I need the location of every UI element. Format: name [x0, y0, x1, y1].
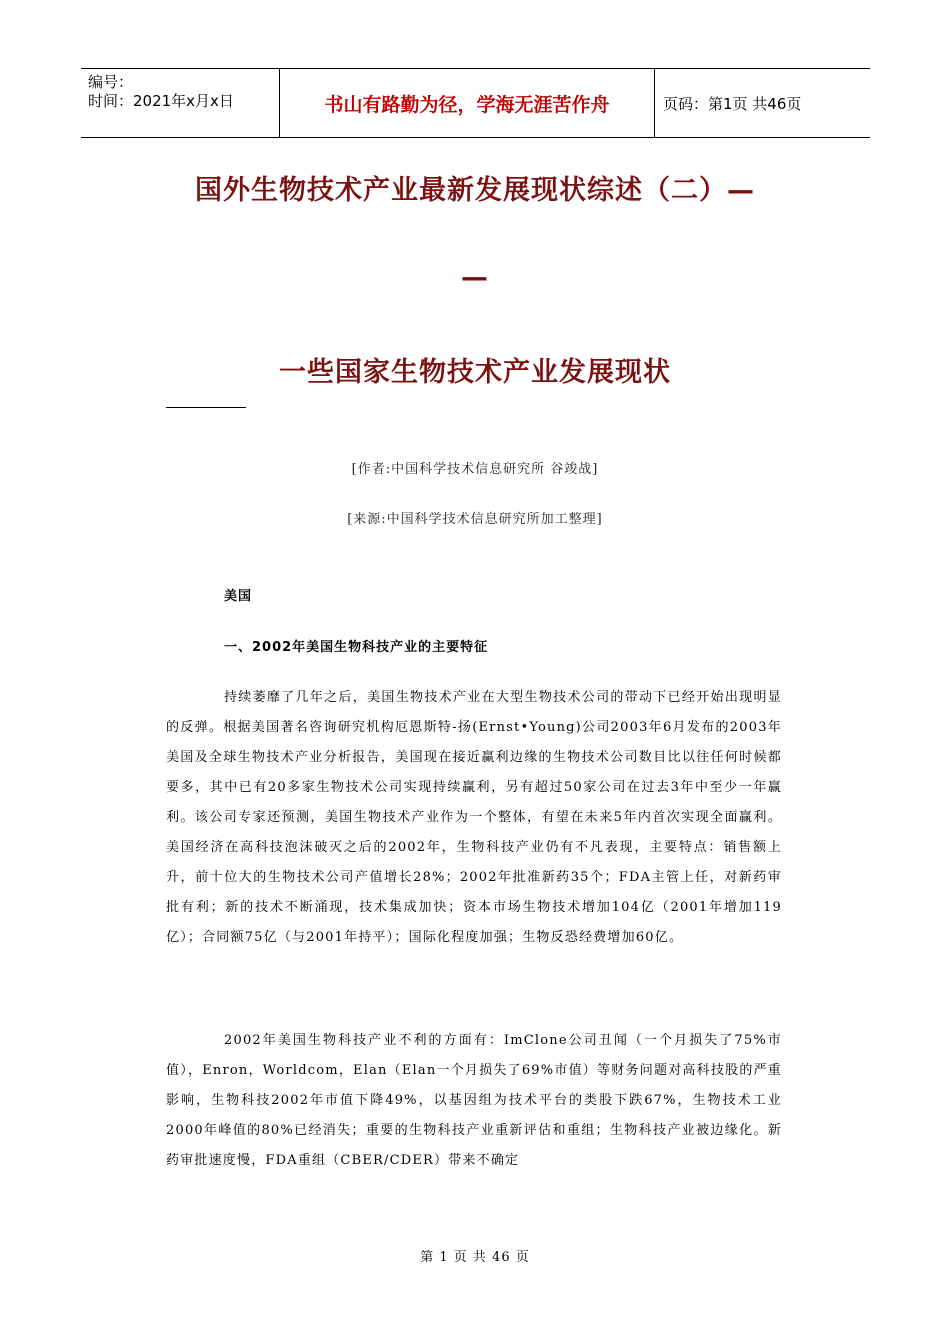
subsection-heading: 一、2002年美国生物科技产业的主要特征 — [224, 640, 489, 655]
body-paragraph-1: 持续萎靡了几年之后，美国生物技术产业在大型生物技术公司的带动下已经开始出现明显的反弹。根据美国著名咨询研究机构厄恩斯特-扬(Ernst•Young)公司2003年6月发布的2003年美国及全球生物技术产业分析报告，美国现在接近赢利边缘的生物技术公司数目比以往任何时候都要多，其中已有20多家生物技术公司实现持续赢利，另有超过50家公司在过去3年中至少一年赢利。该公司专家还预测，美国生物技术产业作为一个整体，有望在未来5年内首次实现全面赢利。美国经济在高科技泡沫破灭之后的2002年，生物科技产业仍有不凡表现，主要特点：销售额上升，前十位大的生物技术公司产值增长28%；2002年批准新药35个；FDA主管上任，对新药审批有利；新的技术不断涌现，技术集成加快；资本市场生物技术增加104亿（2001年增加119亿）；合同额75亿（与2001年持平）；国际化程度加强；生物反恐经费增加60亿。 — [166, 690, 782, 945]
section-heading: 美国 — [224, 589, 253, 604]
document-title-line-1: 国外生物技术产业最新发展现状综述（二）— — [195, 175, 755, 206]
source-line: [来源:中国科学技术信息研究所加工整理] — [347, 512, 603, 527]
document-time-label: 时间：2021年x月x日 — [88, 92, 234, 110]
page-footer: 第 1 页 共 46 页 — [420, 1250, 530, 1265]
header-table — [81, 68, 870, 138]
header-info-cell — [81, 69, 280, 137]
author-line: [作者:中国科学技术信息研究所 谷竣战] — [351, 462, 599, 477]
document-code-label: 编号： — [88, 73, 134, 91]
title-divider — [166, 407, 246, 408]
document-title-line-2: — — [461, 262, 489, 293]
header-motto: 书山有路勤为径，学海无涯苦作舟 — [280, 69, 655, 137]
header-page-label: 页码：第1页 共46页 — [663, 94, 802, 113]
body-paragraph-2: 2002年美国生物科技产业不利的方面有：ImClone公司丑闻（一个月损失了75%市值），Enron，Worldcom，Elan（Elan一个月损失了69%市值）等财务问题对高科技股的严重影响，生物科技2002年市值下降49%，以基因组为技术平台的类股下跌67%，生物技术工业2000年峰值的80%已经消失；重要的生物科技产业重新评估和重组；生物科技产业被边缘化。新药审批速度慢，FDA重组（CBER/CDER）带来不确定 — [166, 1033, 782, 1168]
document-title-line-3: 一些国家生物技术产业发展现状 — [279, 357, 671, 388]
